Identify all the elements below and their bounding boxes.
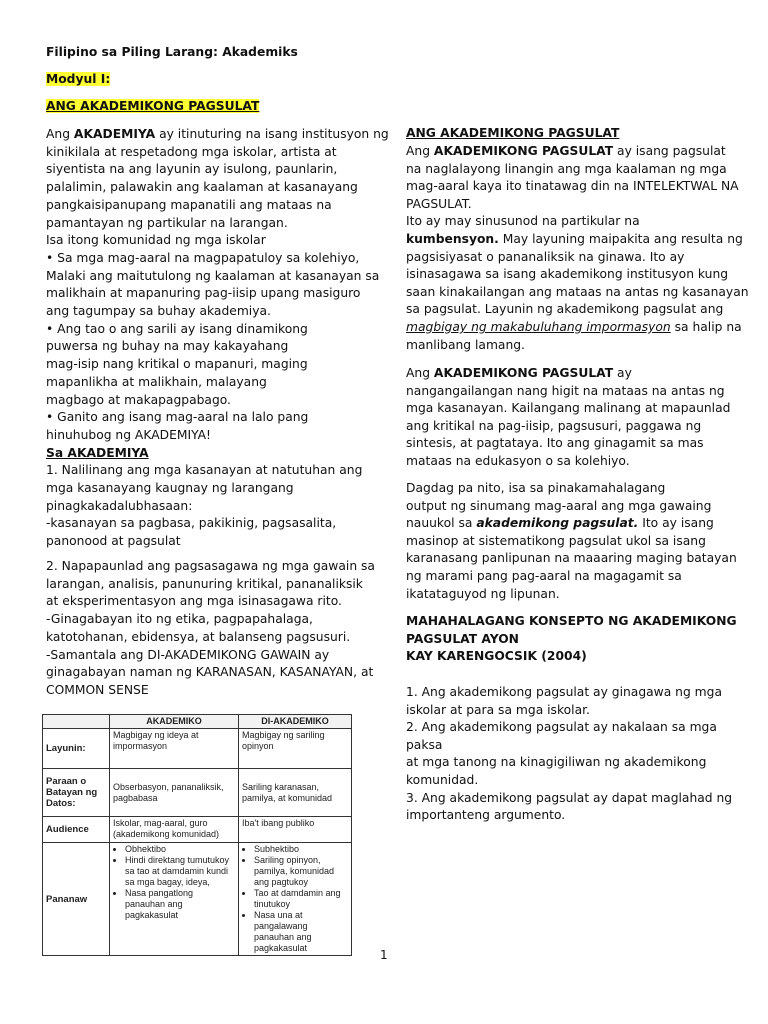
course-title: Filipino sa Piling Larang: Akademiks [46, 45, 298, 59]
text-segment: paksa [406, 737, 443, 752]
text-line [406, 498, 711, 515]
text-line [406, 418, 701, 435]
text-segment: Ito ay isang [638, 516, 714, 531]
text-line [46, 179, 358, 196]
text-line [406, 337, 525, 354]
text-segment: KAY KARENGOCSIK (2004) [406, 649, 587, 664]
page-number: 1 [380, 948, 388, 962]
table-header-empty [43, 715, 110, 729]
text-line [406, 550, 737, 567]
text-segment: COMMON SENSE [46, 682, 149, 697]
text-segment: larangan, analisis, panunuring kritikal, pananaliksik [46, 576, 363, 591]
text-line [406, 719, 717, 736]
text-segment: malikhain at mapanuring pag-iisip upang masiguro [46, 286, 361, 301]
text-line [406, 453, 630, 470]
comparison-table [42, 714, 352, 956]
text-line [46, 232, 266, 249]
text-line [46, 664, 373, 681]
row-label-pananaw: Pananaw [43, 843, 110, 956]
text-line [406, 772, 478, 789]
text-line [406, 702, 590, 719]
text-segment: mag-isip nang kritikal o mapanuri, maging [46, 357, 308, 372]
text-segment: 2. Ang akademikong pagsulat ay nakalaan sa mga [406, 720, 717, 735]
text-segment: siyentista na ang layunin ay isulong, paunlarin, [46, 162, 338, 177]
text-line [406, 400, 730, 417]
text-line [406, 319, 742, 336]
text-line [46, 161, 337, 178]
text-segment: ng marami pang pag-aaral na magagamit sa [406, 569, 682, 583]
text-line [46, 285, 360, 302]
text-line [46, 427, 211, 444]
text-line [406, 586, 560, 603]
text-line [406, 754, 706, 771]
text-segment: ay isang pagsulat [613, 144, 726, 158]
text-segment: pinagkakadalubhasaan: [46, 498, 193, 513]
text-line [406, 568, 682, 585]
text-line [46, 392, 231, 409]
text-segment: 1. Nalilinang ang mga kasanayan at natutuhan ang [46, 463, 363, 478]
text-line [406, 143, 726, 160]
text-segment: mapanlikha at malikhain, malayang [46, 374, 267, 389]
list-item: • Tao at damdamin ang tinutukoy [254, 888, 348, 910]
text-line [406, 515, 714, 532]
text-segment: magbigay ng makabuluhang impormasyon [406, 320, 671, 334]
text-line [406, 284, 749, 301]
table-header-di-akademiko: DI-AKADEMIKO [239, 715, 352, 729]
text-line [406, 301, 723, 318]
text-line [406, 213, 640, 230]
text-line [46, 338, 288, 355]
text-segment: Ito ay may sinusunod na partikular na [406, 214, 640, 229]
module-label: Modyul I: [46, 72, 111, 86]
text-segment: output ng sinumang mag-aaral ang mga gawaing [406, 498, 712, 513]
cell-di-akademiko: Magbigay ng sariling opinyon [239, 729, 352, 769]
text-segment: 1. Ang akademikong pagsulat ay ginagawa ng mga [406, 685, 722, 699]
text-line [406, 631, 519, 648]
text-segment: sa pagsulat. Layunin ng akademikong pagsulat ang [406, 302, 724, 317]
text-segment: pamantayan ng partikular na larangan. [46, 215, 288, 230]
text-segment: • Ganito ang isang mag-aaral na lalo pang [46, 410, 309, 425]
section-title: ANG AKADEMIKONG PAGSULAT [46, 99, 260, 113]
text-segment: ikatataguyod ng lipunan. [406, 586, 560, 601]
text-segment: panonood at pagsulat [46, 534, 181, 549]
text-line [46, 576, 363, 593]
text-segment: komunidad. [406, 773, 479, 787]
text-line [46, 250, 359, 267]
text-line [406, 161, 727, 178]
text-line [46, 629, 350, 646]
list-item: • Hindi direktang tumutukoy sa tao at damdamin kundi sa mga bagay, ideya, [125, 855, 235, 888]
text-segment: magbago at makapagpabago. [46, 392, 231, 407]
text-segment: iskolar at para sa mga iskolar. [406, 702, 590, 717]
text-segment: manlibang lamang. [406, 337, 525, 352]
text-line [46, 593, 342, 610]
text-line [46, 480, 294, 497]
table-row [43, 729, 352, 769]
text-line [406, 684, 722, 701]
text-line [46, 126, 389, 143]
text-line [406, 266, 728, 283]
text-segment: ay itinuturing na isang institusyon ng [155, 127, 389, 141]
text-line [46, 533, 181, 550]
text-segment: PAGSULAT AYON [406, 631, 519, 646]
text-line [46, 647, 329, 664]
text-line [46, 558, 375, 575]
text-line [406, 231, 743, 248]
table-header-row [43, 715, 352, 729]
text-segment: -Samantala ang DI-AKADEMIKONG GAWAIN ay [46, 647, 330, 662]
text-segment: Ang [406, 144, 434, 158]
text-segment: karanasang panlipunan na maaaring maging batayan [406, 551, 737, 566]
text-segment: na naglalayong linangin ang mga kaalaman ng mga [406, 161, 727, 176]
text-line [46, 356, 308, 373]
row-label-audience: Audience [43, 817, 110, 843]
text-line [46, 515, 336, 532]
text-segment: akademikong pagsulat. [476, 516, 639, 531]
text-segment: ang tagumpay sa buhay akademiya. [46, 304, 271, 318]
text-segment: palalimin, palawakin ang kaalaman at kasanayang [46, 180, 358, 195]
text-line [406, 196, 472, 213]
text-line [46, 445, 149, 462]
text-segment: masinop at sistematikong pagsulat ukol sa isang [406, 533, 706, 548]
text-segment: PAGSULAT. [406, 196, 472, 211]
text-segment: Isa itong komunidad ng mga iskolar [46, 233, 266, 248]
text-segment: sintesis, at pagtataya. Ito ang ginagamit sa mas [406, 436, 704, 451]
text-segment: • Ang tao o ang sarili ay isang dinamikong [46, 321, 308, 336]
text-segment: mga kasanayang kaugnay ng larangang [46, 481, 294, 495]
text-line [46, 321, 308, 338]
text-segment: mga kasanayan. Kailangang malinang at mapaunlad [406, 401, 731, 416]
cell-akademiko: Magbigay ng ideya at impormasyon [110, 729, 239, 769]
text-line [46, 682, 149, 699]
text-segment: AKADEMIKONG PAGSULAT [433, 144, 614, 158]
text-segment: Dagdag pa nito, isa sa pinakamahalagang [406, 481, 666, 495]
text-line [46, 144, 337, 161]
text-segment: saan kinakailangan ang mataas na antas ng kasanayan [406, 284, 749, 299]
text-line [406, 807, 565, 824]
text-segment: AKADEMIKONG PAGSULAT [433, 366, 614, 380]
text-segment: mataas na edukasyon o sa kolehiyo. [406, 454, 630, 468]
text-line [46, 409, 308, 426]
text-line [406, 648, 587, 665]
text-line [46, 197, 332, 214]
text-line [46, 462, 362, 479]
text-segment: pagsisiyasat o pananaliksik na ginawa. Ito ay [406, 249, 685, 264]
text-segment: mag-aaral kaya ito tinatawag din na INTELEKTWAL NA [406, 179, 739, 194]
text-segment: importanteng argumento. [406, 808, 566, 823]
text-segment: -Ginagabayan ito ng etika, pagpapahalaga, [46, 612, 313, 627]
list-item: • Nasa pangatlong panauhan ang pagkakasulat [125, 888, 235, 921]
list-item: • Subhektibo [254, 844, 348, 855]
text-segment: 2. Napapaunlad ang pagsasagawa ng mga gawain sa [46, 559, 375, 573]
text-line [406, 480, 665, 497]
text-segment: AKADEMIYA [73, 127, 156, 141]
text-segment: • Sa mga mag-aaral na magpapatuloy sa kolehiyo, [46, 250, 360, 265]
cell-akademiko-list [110, 843, 239, 956]
text-line [46, 303, 271, 320]
text-line [406, 613, 737, 630]
table-row [43, 843, 352, 956]
text-segment: 3. Ang akademikong pagsulat ay dapat maglahad ng [406, 790, 733, 805]
text-segment: at mga tanong na kinagigiliwan ng akademikong [406, 755, 707, 770]
text-segment: kumbensyon. [406, 232, 499, 246]
text-line [406, 790, 732, 807]
row-label-paraan: Paraan o Batayan ng Datos: [43, 769, 110, 817]
cell-di-akademiko: Iba't ibang publiko [239, 817, 352, 843]
text-line [46, 498, 192, 515]
text-segment: ginagabayan naman ng KARANASAN, KASANAYAN, at [46, 665, 374, 680]
text-segment: hinuhubog ng AKADEMIYA! [46, 427, 211, 442]
text-line [406, 365, 632, 382]
text-line [406, 533, 706, 550]
text-line [46, 215, 288, 232]
text-segment: Sa AKADEMIYA [46, 445, 149, 460]
cell-akademiko: Iskolar, mag-aaral, guro (akademikong komunidad) [110, 817, 239, 843]
text-segment: Malaki ang maitutulong ng kaalaman at kasanayan sa [46, 268, 380, 283]
text-line [406, 435, 704, 452]
cell-di-akademiko: Sariling karanasan, pamilya, at komunidad [239, 769, 352, 817]
text-line [46, 268, 379, 285]
text-line [406, 737, 442, 754]
text-segment: nauukol sa [406, 516, 477, 531]
text-segment: ang kritikal na pag-iisip, pagsusuri, paggawa ng [406, 418, 702, 433]
table-header-akademiko: AKADEMIKO [110, 715, 239, 729]
text-line [46, 374, 267, 391]
text-line [46, 611, 313, 628]
text-segment: MAHAHALAGANG KONSEPTO NG AKADEMIKONG [406, 614, 737, 628]
text-segment: at eksperimentasyon ang mga isinasagawa rito. [46, 594, 342, 609]
text-segment: May layuning maipakita ang resulta ng [498, 232, 743, 246]
list-item: • Sariling opinyon, pamilya, komunidad ang pagtukoy [254, 855, 348, 888]
text-segment: -kasanayan sa pagbasa, pakikinig, pagsasalita, [46, 516, 337, 531]
cell-di-akademiko-list [239, 843, 352, 956]
cell-akademiko: Obserbasyon, pananaliksik, pagbabasa [110, 769, 239, 817]
table-row [43, 769, 352, 817]
row-label-layunin: Layunin: [43, 729, 110, 769]
text-segment: Ang [46, 127, 74, 141]
text-line [406, 249, 684, 266]
text-segment: katotohanan, ebidensya, at balanseng pagsusuri. [46, 629, 351, 644]
text-segment: puwersa ng buhay na may kakayahang [46, 339, 289, 354]
text-segment: sa halip na [670, 320, 742, 334]
list-item: • Obhektibo [125, 844, 235, 855]
text-segment: Ang [406, 366, 434, 380]
text-line [406, 178, 739, 195]
text-line [406, 383, 725, 400]
list-item: • Nasa una at pangalawang panauhan ang pagkakasulat [254, 910, 348, 954]
text-segment: nangangailangan nang higit na mataas na antas ng [406, 383, 725, 398]
text-segment: ay [613, 366, 632, 380]
text-segment: pangkaisipanupang mapanatili ang mataas na [46, 197, 332, 212]
right-heading: ANG AKADEMIKONG PAGSULAT [406, 126, 620, 140]
text-segment: isinasagawa sa isang akademikong institusyon kung [406, 267, 729, 282]
table-row [43, 817, 352, 843]
text-segment: kinikilala at respetadong mga iskolar, artista at [46, 144, 337, 159]
